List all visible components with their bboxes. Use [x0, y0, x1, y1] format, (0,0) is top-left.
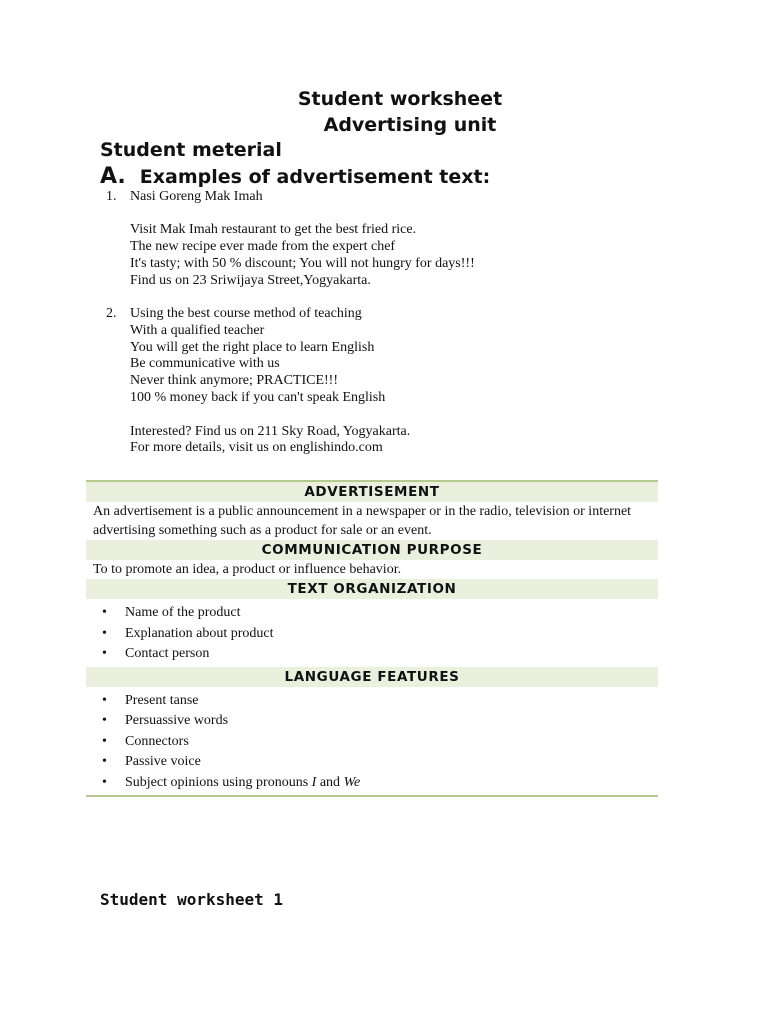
example-line: The new recipe ever made from the expert chef [130, 239, 396, 254]
example-line: Be communicative with us [130, 356, 280, 371]
list-item-conjunction: and [316, 774, 344, 790]
language-features-cell [86, 687, 658, 797]
example-line: Interested? Find us on 211 Sky Road, Yogyakarta. [130, 424, 411, 439]
list-item [86, 624, 658, 645]
example-line: For more details, visit us on englishindo.com [130, 440, 383, 455]
section-heading [100, 164, 490, 189]
material-heading: Student meterial [100, 139, 282, 161]
list-item [86, 644, 658, 665]
list-item-text [125, 775, 360, 790]
communication-purpose-header: COMMUNICATION PURPOSE [86, 540, 658, 560]
list-item [86, 691, 658, 712]
list-item-text: Contact person [125, 646, 210, 661]
page-subtitle: Advertising unit [323, 114, 497, 136]
language-features-list [86, 687, 658, 796]
advertisement-info-table [86, 480, 658, 797]
bullet-icon: • [102, 605, 107, 620]
bullet-icon: • [102, 754, 107, 769]
list-item-prefix: Subject opinions using pronouns [125, 774, 312, 790]
example-line: 100 % money back if you can't speak English [130, 390, 386, 405]
bullet-icon: • [102, 625, 107, 641]
bullet-icon: • [102, 646, 107, 661]
pronoun-i: I [311, 774, 317, 790]
text-organization-list [86, 599, 658, 667]
text-organization-cell [86, 599, 658, 667]
example-line: With a qualified teacher [130, 323, 265, 338]
worksheet-1-heading: Student worksheet 1 [100, 890, 284, 909]
example-line: You will get the right place to learn English [130, 340, 375, 355]
example-line: Nasi Goreng Mak Imah [130, 189, 263, 204]
list-item-text: Connectors [125, 733, 189, 749]
list-item [86, 752, 658, 773]
list-item [86, 603, 658, 624]
list-item [86, 711, 658, 732]
bullet-icon: • [102, 733, 107, 749]
pronoun-we: We [343, 774, 361, 790]
list-item-text: Passive voice [125, 754, 201, 769]
example-line: Find us on 23 Sriwijaya Street,Yogyakarta. [130, 273, 371, 288]
list-item-text: Present tanse [125, 692, 199, 708]
list-item-text: Name of the product [125, 605, 241, 620]
section-title: Examples of advertisement text: [139, 166, 491, 188]
text-organization-header: TEXT ORGANIZATION [86, 579, 658, 599]
list-item-text: Persuassive words [125, 713, 229, 728]
example-line: Using the best course method of teaching [130, 306, 362, 321]
list-item [86, 773, 658, 794]
communication-purpose-text: To to promote an idea, a product or influence behavior. [93, 562, 402, 577]
language-features-header: LANGUAGE FEATURES [86, 667, 658, 687]
bullet-icon: • [102, 774, 107, 790]
page-title: Student worksheet [297, 88, 503, 110]
bullet-icon: • [102, 692, 107, 708]
bullet-icon: • [102, 713, 107, 728]
example-number: 1. [106, 189, 117, 204]
example-line: Visit Mak Imah restaurant to get the best fried rice. [130, 222, 417, 237]
list-item [86, 732, 658, 753]
list-item-text: Explanation about product [125, 625, 274, 641]
example-number: 2. [106, 306, 117, 321]
example-line: It's tasty; with 50 % discount; You will not hungry for days!!! [130, 256, 475, 271]
advertisement-definition: An advertisement is a public announcement in a newspaper or in the radio, television or internet advertising something such as a product for sale or an event. [93, 504, 632, 538]
example-line: Never think anymore; PRACTICE!!! [130, 373, 339, 388]
section-letter: A. [100, 164, 126, 189]
advertisement-header: ADVERTISEMENT [86, 481, 658, 502]
